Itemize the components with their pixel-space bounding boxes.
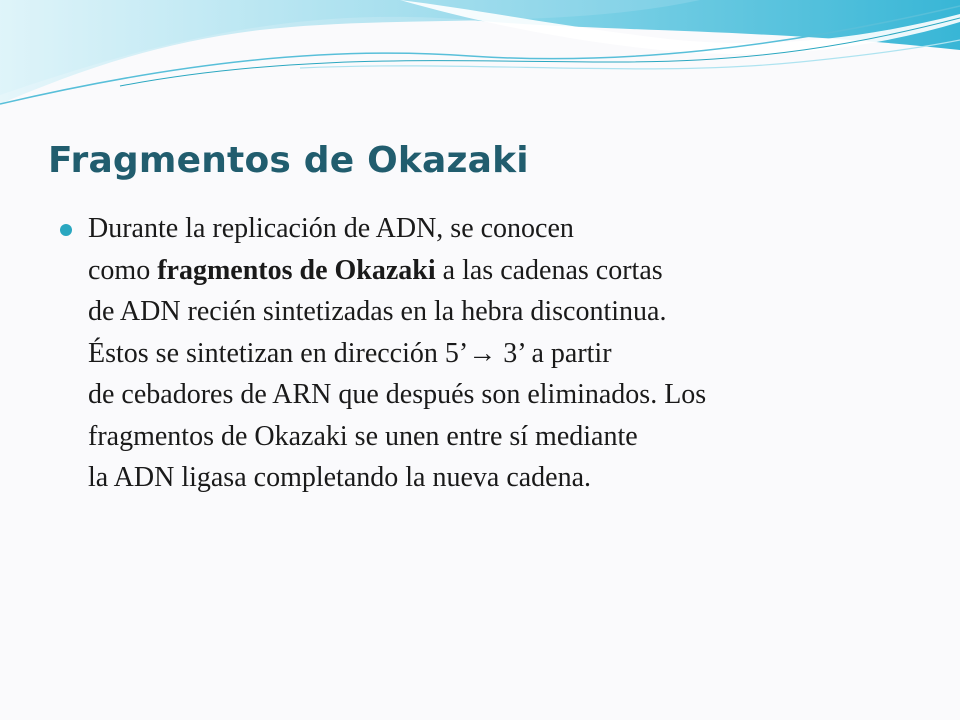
body-line-5: de cebadores de ARN que después son eliminados. Los	[88, 379, 707, 410]
body-line-7: la ADN ligasa completando la nueva cadena.	[88, 462, 592, 493]
body-line-2-start: como	[88, 254, 158, 286]
bullet-dot-icon	[60, 224, 72, 236]
header-wave-decoration	[0, 0, 960, 120]
body-line-4: Éstos se sintetizan en dirección 5’→ 3’ a partir	[88, 337, 612, 369]
slide-title: Fragmentos de Okazaki	[48, 140, 529, 181]
body-line-6: fragmentos de Okazaki se unen entre sí mediante	[88, 420, 638, 452]
body-line-1: Durante la replicación de ADN, se conocen	[88, 213, 574, 244]
body-line-2	[88, 250, 920, 292]
bullet-item	[60, 208, 920, 499]
body-line-2-end: a las cadenas cortas	[435, 254, 663, 286]
okazaki-term-bold: fragmentos de Okazaki	[157, 254, 436, 286]
bullet-paragraph	[88, 208, 920, 499]
body-line-3: de ADN recién sintetizadas en la hebra discontinua.	[88, 296, 667, 327]
